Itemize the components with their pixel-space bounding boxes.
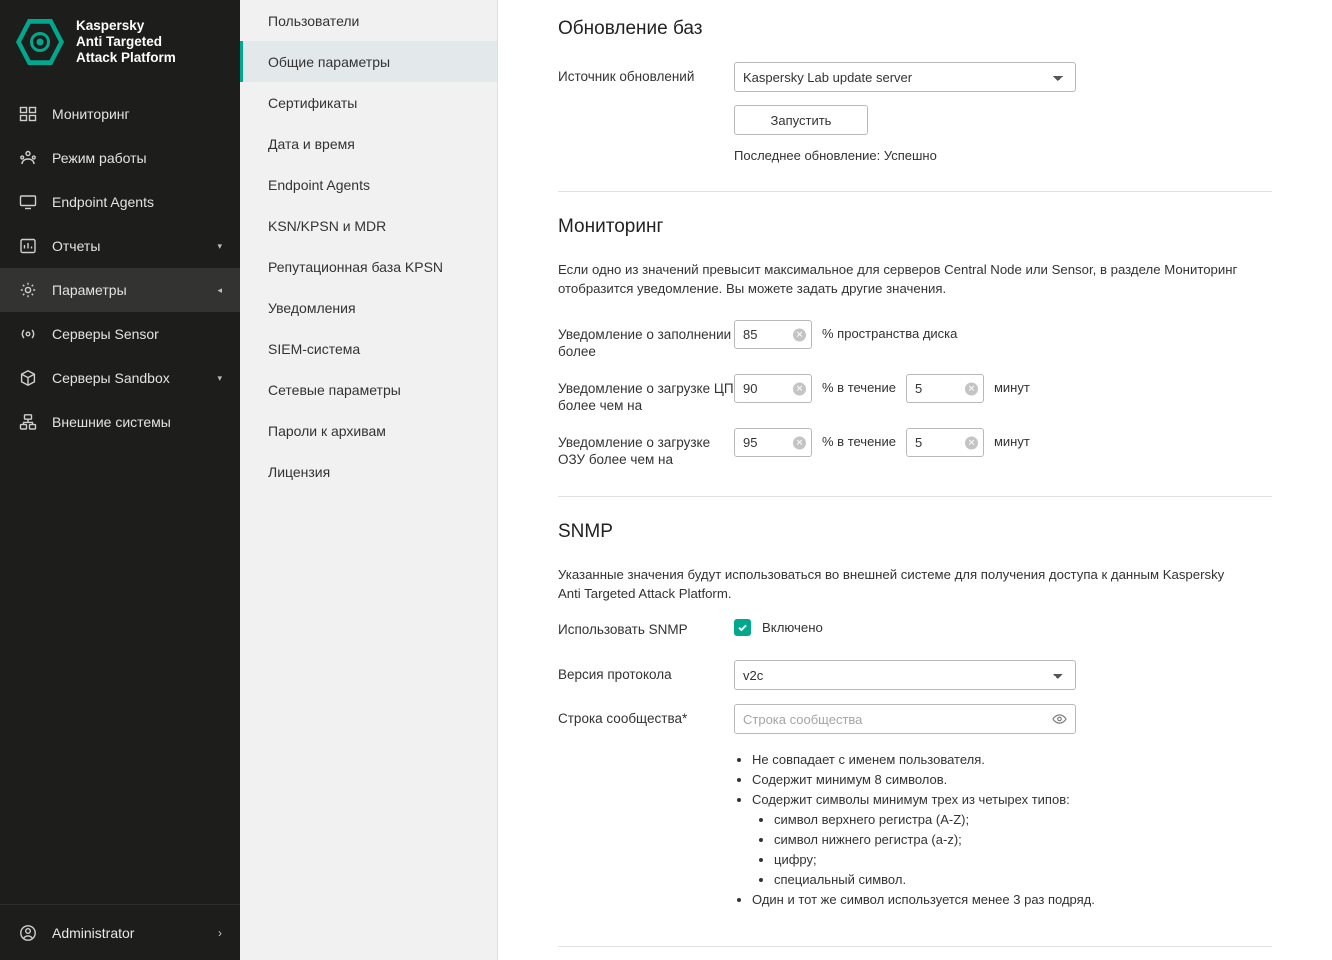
snmp-version-select[interactable]: [734, 660, 1076, 690]
chevron-down-icon: ▾: [217, 240, 222, 251]
submenu-item-siem[interactable]: [240, 328, 497, 369]
snmp-community-row: [558, 704, 1272, 910]
sidebar-item-workmode[interactable]: [0, 136, 240, 180]
sidebar-item-label: Внешние системы: [52, 414, 171, 430]
snmp-community-input[interactable]: [734, 704, 1076, 734]
ram-threshold-row: [558, 428, 1272, 468]
submenu-item-notifications[interactable]: [240, 287, 497, 328]
ram-duration-unit: минут: [993, 434, 1030, 449]
snmp-enable-state-label: Включено: [762, 620, 823, 635]
submenu-item-label: Дата и время: [268, 135, 355, 152]
update-source-label: Источник обновлений: [558, 69, 695, 84]
sidebar-item-external-systems[interactable]: [0, 400, 240, 444]
chevron-down-icon: ▾: [217, 372, 222, 383]
password-rule: • Содержит минимум 8 символов.: [752, 770, 1272, 790]
user-circle-icon: [18, 923, 38, 943]
password-subrule: • цифру;: [774, 850, 1272, 870]
brand-line-2: Anti Targeted: [76, 34, 163, 49]
snmp-enable-row: [558, 619, 1272, 638]
clear-icon[interactable]: ✕: [793, 328, 806, 341]
divider: [558, 496, 1272, 497]
sidebar-item-label: Серверы Sandbox: [52, 370, 170, 386]
submenu-item-label: Репутационная база KPSN: [268, 258, 444, 275]
chevron-right-icon: ›: [218, 925, 222, 940]
submenu-item-label: Уведомления: [268, 299, 356, 316]
sidebar-item-label: Серверы Sensor: [52, 326, 159, 342]
submenu-item-license[interactable]: [240, 451, 497, 492]
update-status-text: Последнее обновление: Успешно: [734, 148, 937, 163]
submenu-item-users[interactable]: [240, 0, 497, 41]
sidebar-item-label: Режим работы: [52, 150, 147, 166]
sensor-icon: [18, 324, 38, 344]
snmp-enable-label: Использовать SNMP: [558, 622, 688, 637]
password-rule-sublist: [752, 810, 1272, 890]
snmp-enable-checkbox[interactable]: [734, 619, 751, 636]
submenu-item-label: Лицензия: [268, 463, 331, 480]
clear-icon[interactable]: ✕: [793, 436, 806, 449]
update-source-row: [558, 62, 1272, 163]
brand-title: [76, 18, 176, 66]
sidebar-item-settings[interactable]: [0, 268, 240, 312]
sidebar-item-monitoring[interactable]: [0, 92, 240, 136]
submenu-item-kpsn-reputation[interactable]: [240, 246, 497, 287]
submenu-item-endpoint-agents[interactable]: [240, 164, 497, 205]
clear-icon[interactable]: ✕: [793, 382, 806, 395]
kaspersky-hex-logo: [16, 18, 64, 66]
disk-threshold-label: Уведомление о заполнении более: [558, 327, 732, 359]
snmp-version-label: Версия протокола: [558, 667, 672, 682]
dashboard-icon: [18, 104, 38, 124]
external-systems-icon: [18, 412, 38, 432]
submenu-item-label: Пароли к архивам: [268, 422, 386, 439]
sidebar-item-sensor-servers[interactable]: [0, 312, 240, 356]
sidebar-item-label: Параметры: [52, 282, 127, 298]
eye-icon[interactable]: [1052, 712, 1067, 727]
user-menu[interactable]: [0, 904, 240, 960]
clear-icon[interactable]: ✕: [965, 436, 978, 449]
submenu-item-label: Сетевые параметры: [268, 381, 401, 398]
sidebar-item-label: Мониторинг: [52, 106, 130, 122]
password-rule-text: Содержит символы минимум трех из четырех типов:: [752, 792, 1070, 807]
password-rule: [752, 790, 1272, 890]
brand-header: [0, 0, 240, 88]
sidebar-item-sandbox-servers[interactable]: [0, 356, 240, 400]
monitoring-description: Если одно из значений превысит максимальное для серверов Central Node или Sensor, в разделе Мониторинг отобразится уведомление. Вы можете задать другие значения.: [558, 262, 1238, 296]
report-icon: [18, 236, 38, 256]
submenu-item-general[interactable]: [240, 41, 497, 82]
clear-icon[interactable]: ✕: [965, 382, 978, 395]
gear-icon: [18, 280, 38, 300]
snmp-section-title: SNMP: [558, 521, 613, 542]
submenu-item-label: Сертификаты: [268, 94, 358, 111]
brand-line-1: Kaspersky: [76, 18, 145, 33]
update-section-title: Обновление баз: [558, 18, 703, 39]
sidebar-item-label: Отчеты: [52, 238, 101, 254]
submenu-item-datetime[interactable]: [240, 123, 497, 164]
box-icon: [18, 368, 38, 388]
submenu-item-ksn-kpsn-mdr[interactable]: [240, 205, 497, 246]
password-rule: • Не совпадает с именем пользователя.: [752, 750, 1272, 770]
brand-line-3: Attack Platform: [76, 50, 176, 65]
main-sidebar: [0, 0, 240, 960]
submenu-item-archive-passwords[interactable]: [240, 410, 497, 451]
settings-content: [498, 0, 1332, 960]
snmp-description: Указанные значения будут использоваться во внешней системе для получения доступа к данным Kaspersky Anti Targeted Attack Platform.: [558, 567, 1225, 601]
cpu-threshold-label: Уведомление о загрузке ЦП более чем на: [558, 381, 734, 413]
cpu-threshold-unit: % в течение: [822, 380, 896, 395]
user-name: Administrator: [52, 924, 135, 941]
monitor-icon: [18, 192, 38, 212]
password-subrule: • символ верхнего регистра (A-Z);: [774, 810, 1272, 830]
submenu-item-label: SIEM-система: [268, 340, 361, 357]
submenu-item-label: Endpoint Agents: [268, 176, 370, 193]
monitoring-section-title: Мониторинг: [558, 216, 664, 237]
submenu-item-label: Общие параметры: [268, 53, 391, 70]
submenu-item-label: Пользователи: [268, 12, 360, 29]
ram-threshold-unit: % в течение: [822, 434, 896, 449]
snmp-version-row: [558, 660, 1272, 690]
disk-threshold-row: [558, 320, 1272, 360]
password-subrule: • символ нижнего регистра (a-z);: [774, 830, 1272, 850]
sidebar-nav: [0, 92, 240, 444]
snmp-community-label: Строка сообщества*: [558, 711, 688, 726]
chevron-left-icon: ◂: [217, 284, 222, 295]
ram-threshold-label: Уведомление о загрузке ОЗУ более чем на: [558, 435, 711, 467]
workmode-icon: [18, 148, 38, 168]
password-rule: • Один и тот же символ используется менее 3 раз подряд.: [752, 890, 1272, 910]
divider: [558, 191, 1272, 192]
sidebar-item-endpoint-agents[interactable]: [0, 180, 240, 224]
sidebar-item-label: Endpoint Agents: [52, 194, 154, 210]
submenu-item-certificates[interactable]: [240, 82, 497, 123]
sidebar-item-reports[interactable]: [0, 224, 240, 268]
submenu-item-label: KSN/KPSN и MDR: [268, 217, 387, 234]
update-source-select[interactable]: [734, 62, 1076, 92]
run-update-button[interactable]: Запустить: [734, 105, 868, 135]
settings-submenu: [240, 0, 498, 960]
disk-threshold-unit: % пространства диска: [822, 326, 958, 341]
password-subrule: • специальный символ.: [774, 870, 1272, 890]
submenu-item-network[interactable]: [240, 369, 497, 410]
cpu-threshold-row: [558, 374, 1272, 414]
password-rules-list: [734, 750, 1272, 910]
cpu-duration-unit: минут: [993, 380, 1030, 395]
divider: [558, 946, 1272, 947]
